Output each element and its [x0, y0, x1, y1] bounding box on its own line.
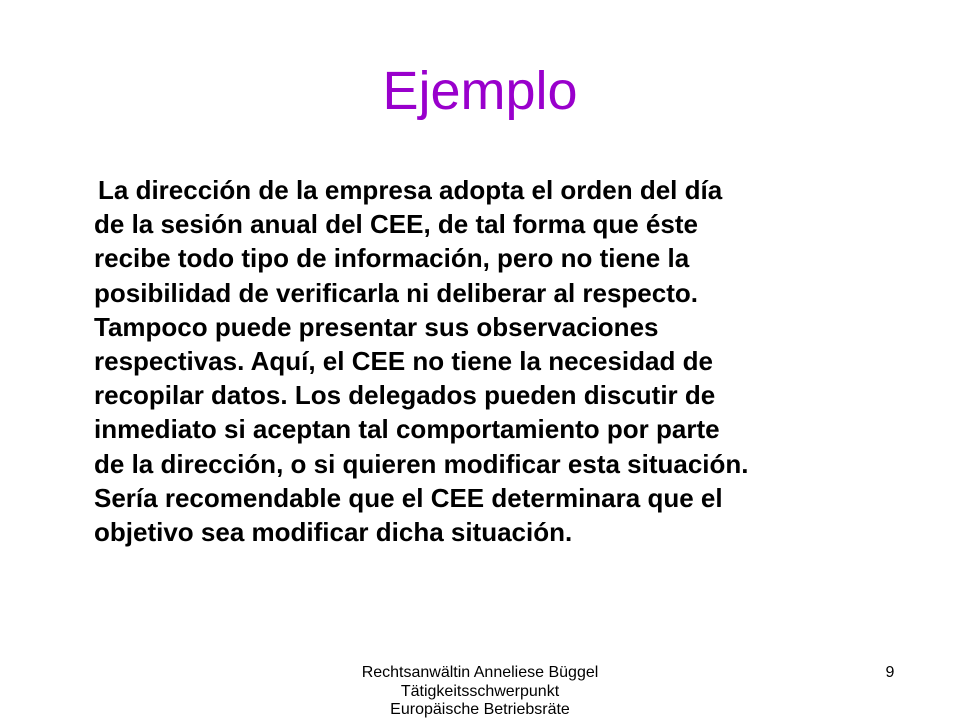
- page-number: 9: [885, 664, 895, 681]
- body-line: respectivas. Aquí, el CEE no tiene la necesidad de: [94, 346, 713, 377]
- body-line: de la dirección, o si quieren modificar esta situación.: [94, 448, 749, 479]
- footer-line-focus: Tätigkeitsschwerpunkt: [400, 682, 560, 700]
- body-line: La dirección de la empresa adopta el orden del día: [98, 175, 723, 205]
- body-line: Sería recomendable que el CEE determinara que el: [94, 482, 723, 513]
- body-line: recopilar datos. Los delegados pueden discutir de: [94, 380, 716, 411]
- slide-body: [94, 173, 924, 549]
- body-line: inmediato si aceptan tal comportamiento por parte: [94, 414, 720, 445]
- footer-line-specialty: Europäische Betriebsräte: [390, 701, 570, 718]
- body-line: de la sesión anual del CEE, de tal forma que éste: [94, 209, 698, 240]
- slide-footer: [292, 664, 668, 720]
- body-line: posibilidad de verificarla ni deliberar al respecto.: [94, 277, 698, 308]
- body-line: objetivo sea modificar dicha situación.: [94, 517, 573, 548]
- body-line: recibe todo tipo de información, pero no tiene la: [94, 243, 690, 274]
- footer-line-author: Rechtsanwältin Anneliese Büggel: [361, 664, 599, 681]
- body-line: Tampoco puede presentar sus observaciones: [94, 311, 659, 342]
- slide-title: Ejemplo: [382, 61, 578, 121]
